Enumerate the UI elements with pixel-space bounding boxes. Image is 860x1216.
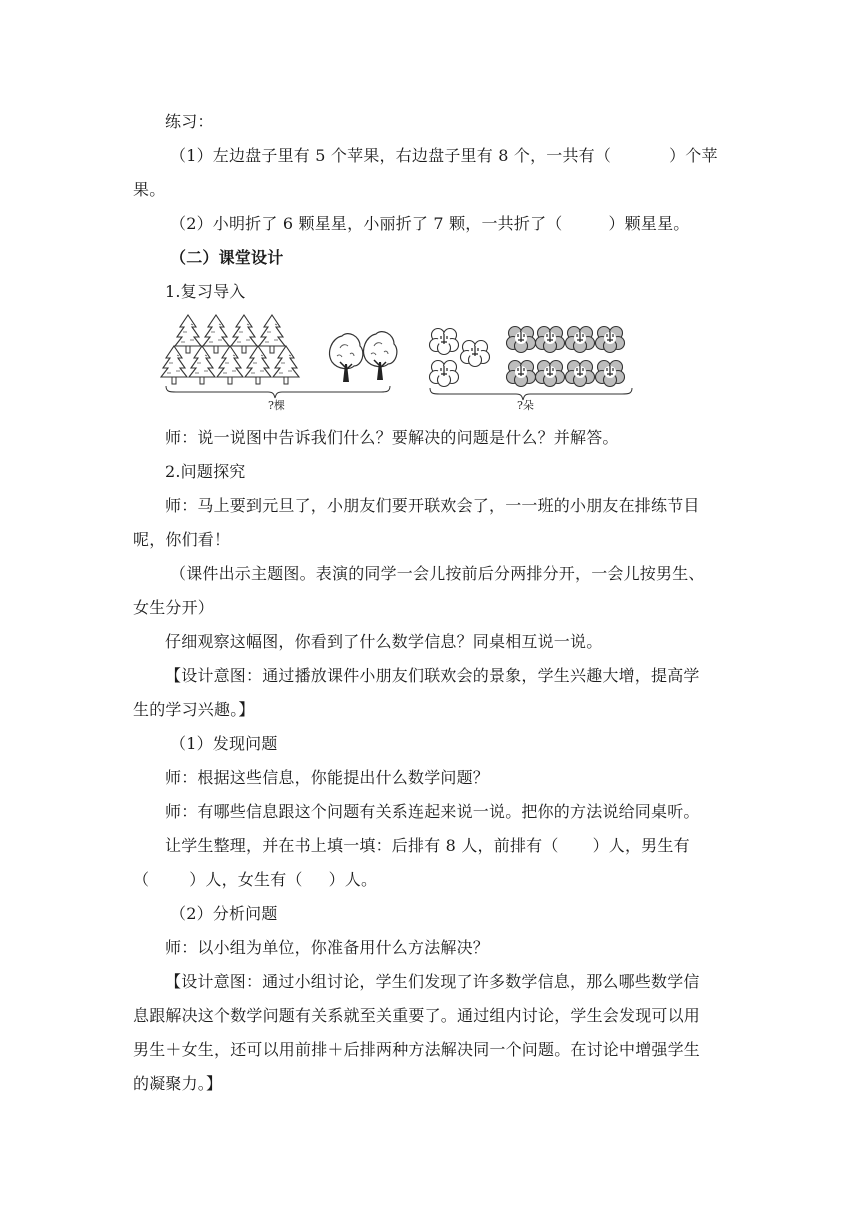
teacher-line-2: 师：马上要到元旦了，小朋友们要开联欢会了，一一班的小朋友在排练节目 <box>165 496 700 515</box>
white-flower-group <box>430 329 490 387</box>
step-1-title: 1.复习导入 <box>165 282 246 301</box>
pine-tree <box>189 346 215 384</box>
pine-tree <box>273 346 299 384</box>
pine-tree <box>203 315 229 353</box>
white-flower <box>430 329 459 355</box>
gray-flower <box>536 361 565 387</box>
gray-flower <box>536 327 565 353</box>
round-tree-group <box>330 332 397 382</box>
gray-flower <box>566 361 595 387</box>
design-intent-1: 【设计意图：通过播放课件小朋友们联欢会的景象，学生兴趣大增，提高学 <box>165 666 700 685</box>
review-figure <box>160 310 740 415</box>
teacher-line-4: 师：有哪些信息跟这个问题有关系连起来说一说。把你的方法说给同桌听。 <box>165 802 700 821</box>
round-tree <box>364 332 397 380</box>
pine-tree <box>217 346 243 384</box>
gray-flower <box>507 327 536 353</box>
round-tree <box>330 334 363 382</box>
gray-flower-group <box>507 327 625 387</box>
practice-question-1: （1）左边盘子里有 5 个苹果，右边盘子里有 8 个，一共有（ ）个苹 <box>170 146 718 165</box>
design-intent-2: 【设计意图：通过小组讨论，学生们发现了许多数学信息，那么哪些数学信 <box>165 972 700 991</box>
design-intent-2-cont-2: 男生＋女生，还可以用前排＋后排两种方法解决同一个问题。在讨论中增强学生 <box>133 1040 701 1059</box>
white-flower <box>430 361 459 387</box>
practice-heading: 练习： <box>165 112 214 131</box>
pine-tree-group <box>161 315 299 384</box>
courseware-note: （课件出示主题图。表演的同学一会儿按前后分两排分开，一会儿按男生、 <box>170 564 705 583</box>
trees-brace <box>166 386 390 398</box>
pine-tree <box>161 346 187 384</box>
teacher-line-3: 师：根据这些信息，你能提出什么数学问题？ <box>165 768 490 787</box>
design-intent-2-cont-3: 的凝聚力。】 <box>133 1074 223 1093</box>
gray-flower <box>566 327 595 353</box>
teacher-line-5: 师：以小组为单位，你准备用什么方法解决？ <box>165 938 490 957</box>
observe-prompt: 仔细观察这幅图，你看到了什么数学信息？同桌相互说一说。 <box>165 632 603 651</box>
pine-tree <box>175 315 201 353</box>
pine-tree <box>245 346 271 384</box>
flowers-total-label: ?朵 <box>517 399 534 412</box>
teacher-line-2-cont: 呢，你们看！ <box>133 530 231 549</box>
section-heading: （二）课堂设计 <box>170 248 284 267</box>
trees-total-label: ?棵 <box>268 399 285 412</box>
subsection-1-title: （1）发现问题 <box>170 734 278 753</box>
design-intent-1-cont: 生的学习兴趣。】 <box>133 700 255 719</box>
pine-tree <box>259 315 285 353</box>
subsection-2-title: （2）分析问题 <box>170 904 278 923</box>
practice-question-2: （2）小明折了 6 颗星星，小丽折了 7 颗，一共折了（ ）颗星星。 <box>170 214 690 233</box>
courseware-note-cont: 女生分开） <box>133 598 215 617</box>
design-intent-2-cont-1: 息跟解决这个数学问题有关系就至关重要了。通过组内讨论，学生会发现可以用 <box>133 1006 701 1025</box>
fill-in-line-cont: （ ）人，女生有（ ）人。 <box>133 870 378 889</box>
practice-question-1-cont: 果。 <box>133 180 166 199</box>
teacher-line-1: 师：说一说图中告诉我们什么？要解决的问题是什么？并解答。 <box>165 428 619 447</box>
gray-flower <box>596 361 625 387</box>
pine-tree <box>231 315 257 353</box>
fill-in-line: 让学生整理，并在书上填一填：后排有 8 人，前排有（ ）人，男生有 <box>165 836 690 855</box>
gray-flower <box>596 327 625 353</box>
gray-flower <box>507 361 536 387</box>
step-2-title: 2.问题探究 <box>165 462 246 481</box>
white-flower <box>461 341 490 367</box>
